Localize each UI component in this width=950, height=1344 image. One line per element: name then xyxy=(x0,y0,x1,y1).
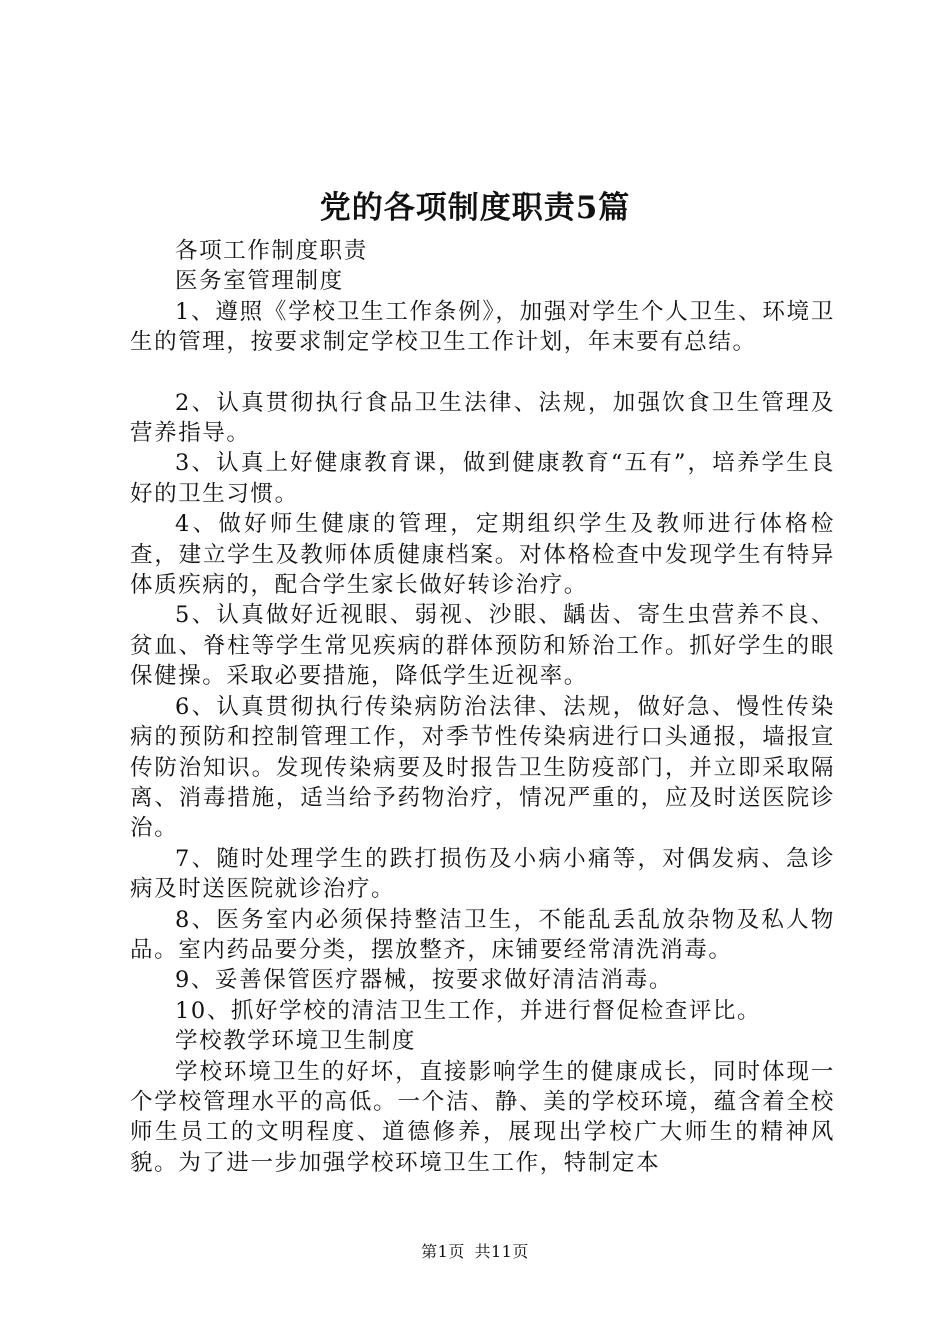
page-footer xyxy=(0,1241,950,1263)
paragraph-item-5: 5、认真做好近视眼、弱视、沙眼、龋齿、寄生虫营养不良、贫血、脊柱等学生常见疾病的群体预防和矫治工作。抓好学生的眼保健操。采取必要措施，降低学生近视率。 xyxy=(130,602,835,690)
paragraph-item-8: 8、医务室内必须保持整洁卫生，不能乱丢乱放杂物及私人物品。室内药品要分类，摆放整齐，床铺要经常清洗消毒。 xyxy=(130,906,835,963)
page-number: 第1页 xyxy=(421,1242,465,1261)
paragraph-heading-3: 学校教学环境卫生制度 xyxy=(175,1028,417,1055)
paragraph-heading-1: 各项工作制度职责 xyxy=(175,238,368,264)
paragraph-item-1: 1、遵照《学校卫生工作条例》，加强对学生个人卫生、环境卫生的管理，按要求制定学校卫生工作计划，年末要有总结。 xyxy=(130,298,835,356)
paragraph-item-3: 3、认真上好健康教育课，做到健康教育“五有”，培养学生良好的卫生习惯。 xyxy=(130,450,835,507)
page-total: 共11页 xyxy=(474,1242,529,1261)
paragraph-heading-2: 医务室管理制度 xyxy=(175,268,344,295)
paragraph-item-2: 2、认真贯彻执行食品卫生法律、法规，加强饮食卫生管理及营养指导。 xyxy=(130,389,835,447)
paragraph-item-6: 6、认真贯彻执行传染病防治法律、法规，做好急、慢性传染病的预防和控制管理工作，对季节性传染病进行口头通报，墙报宣传防治知识。发现传染病要及时报告卫生防疫部门，并立即采取隔离、消毒措施，适当给予药物治疗，情况严重的，应及时送医院诊治。 xyxy=(130,693,835,842)
paragraph-item-9: 9、妥善保管医疗器械，按要求做好清洁消毒。 xyxy=(175,967,673,994)
paragraph-item-7: 7、随时处理学生的跌打损伤及小病小痛等，对偶发病、急诊病及时送医院就诊治疗。 xyxy=(130,845,835,903)
paragraph-item-10: 10、抓好学校的清洁卫生工作，并进行督促检查评比。 xyxy=(175,997,762,1024)
document-body xyxy=(130,236,835,1178)
paragraph-body: 学校环境卫生的好坏，直接影响学生的健康成长，同时体现一个学校管理水平的高低。一个洁、静、美的学校环境，蕴含着全校师生员工的文明程度、道德修养，展现出学校广大师生的精神风貌。为了进一步加强学校环境卫生工作，特制定本 xyxy=(130,1058,835,1176)
document-title: 党的各项制度职责5篇 xyxy=(319,190,631,226)
paragraph-item-4: 4、做好师生健康的管理，定期组织学生及教师进行体格检查，建立学生及教师体质健康档案。对体格检查中发现学生有特异体质疾病的，配合学生家长做好转诊治疗。 xyxy=(130,511,835,599)
